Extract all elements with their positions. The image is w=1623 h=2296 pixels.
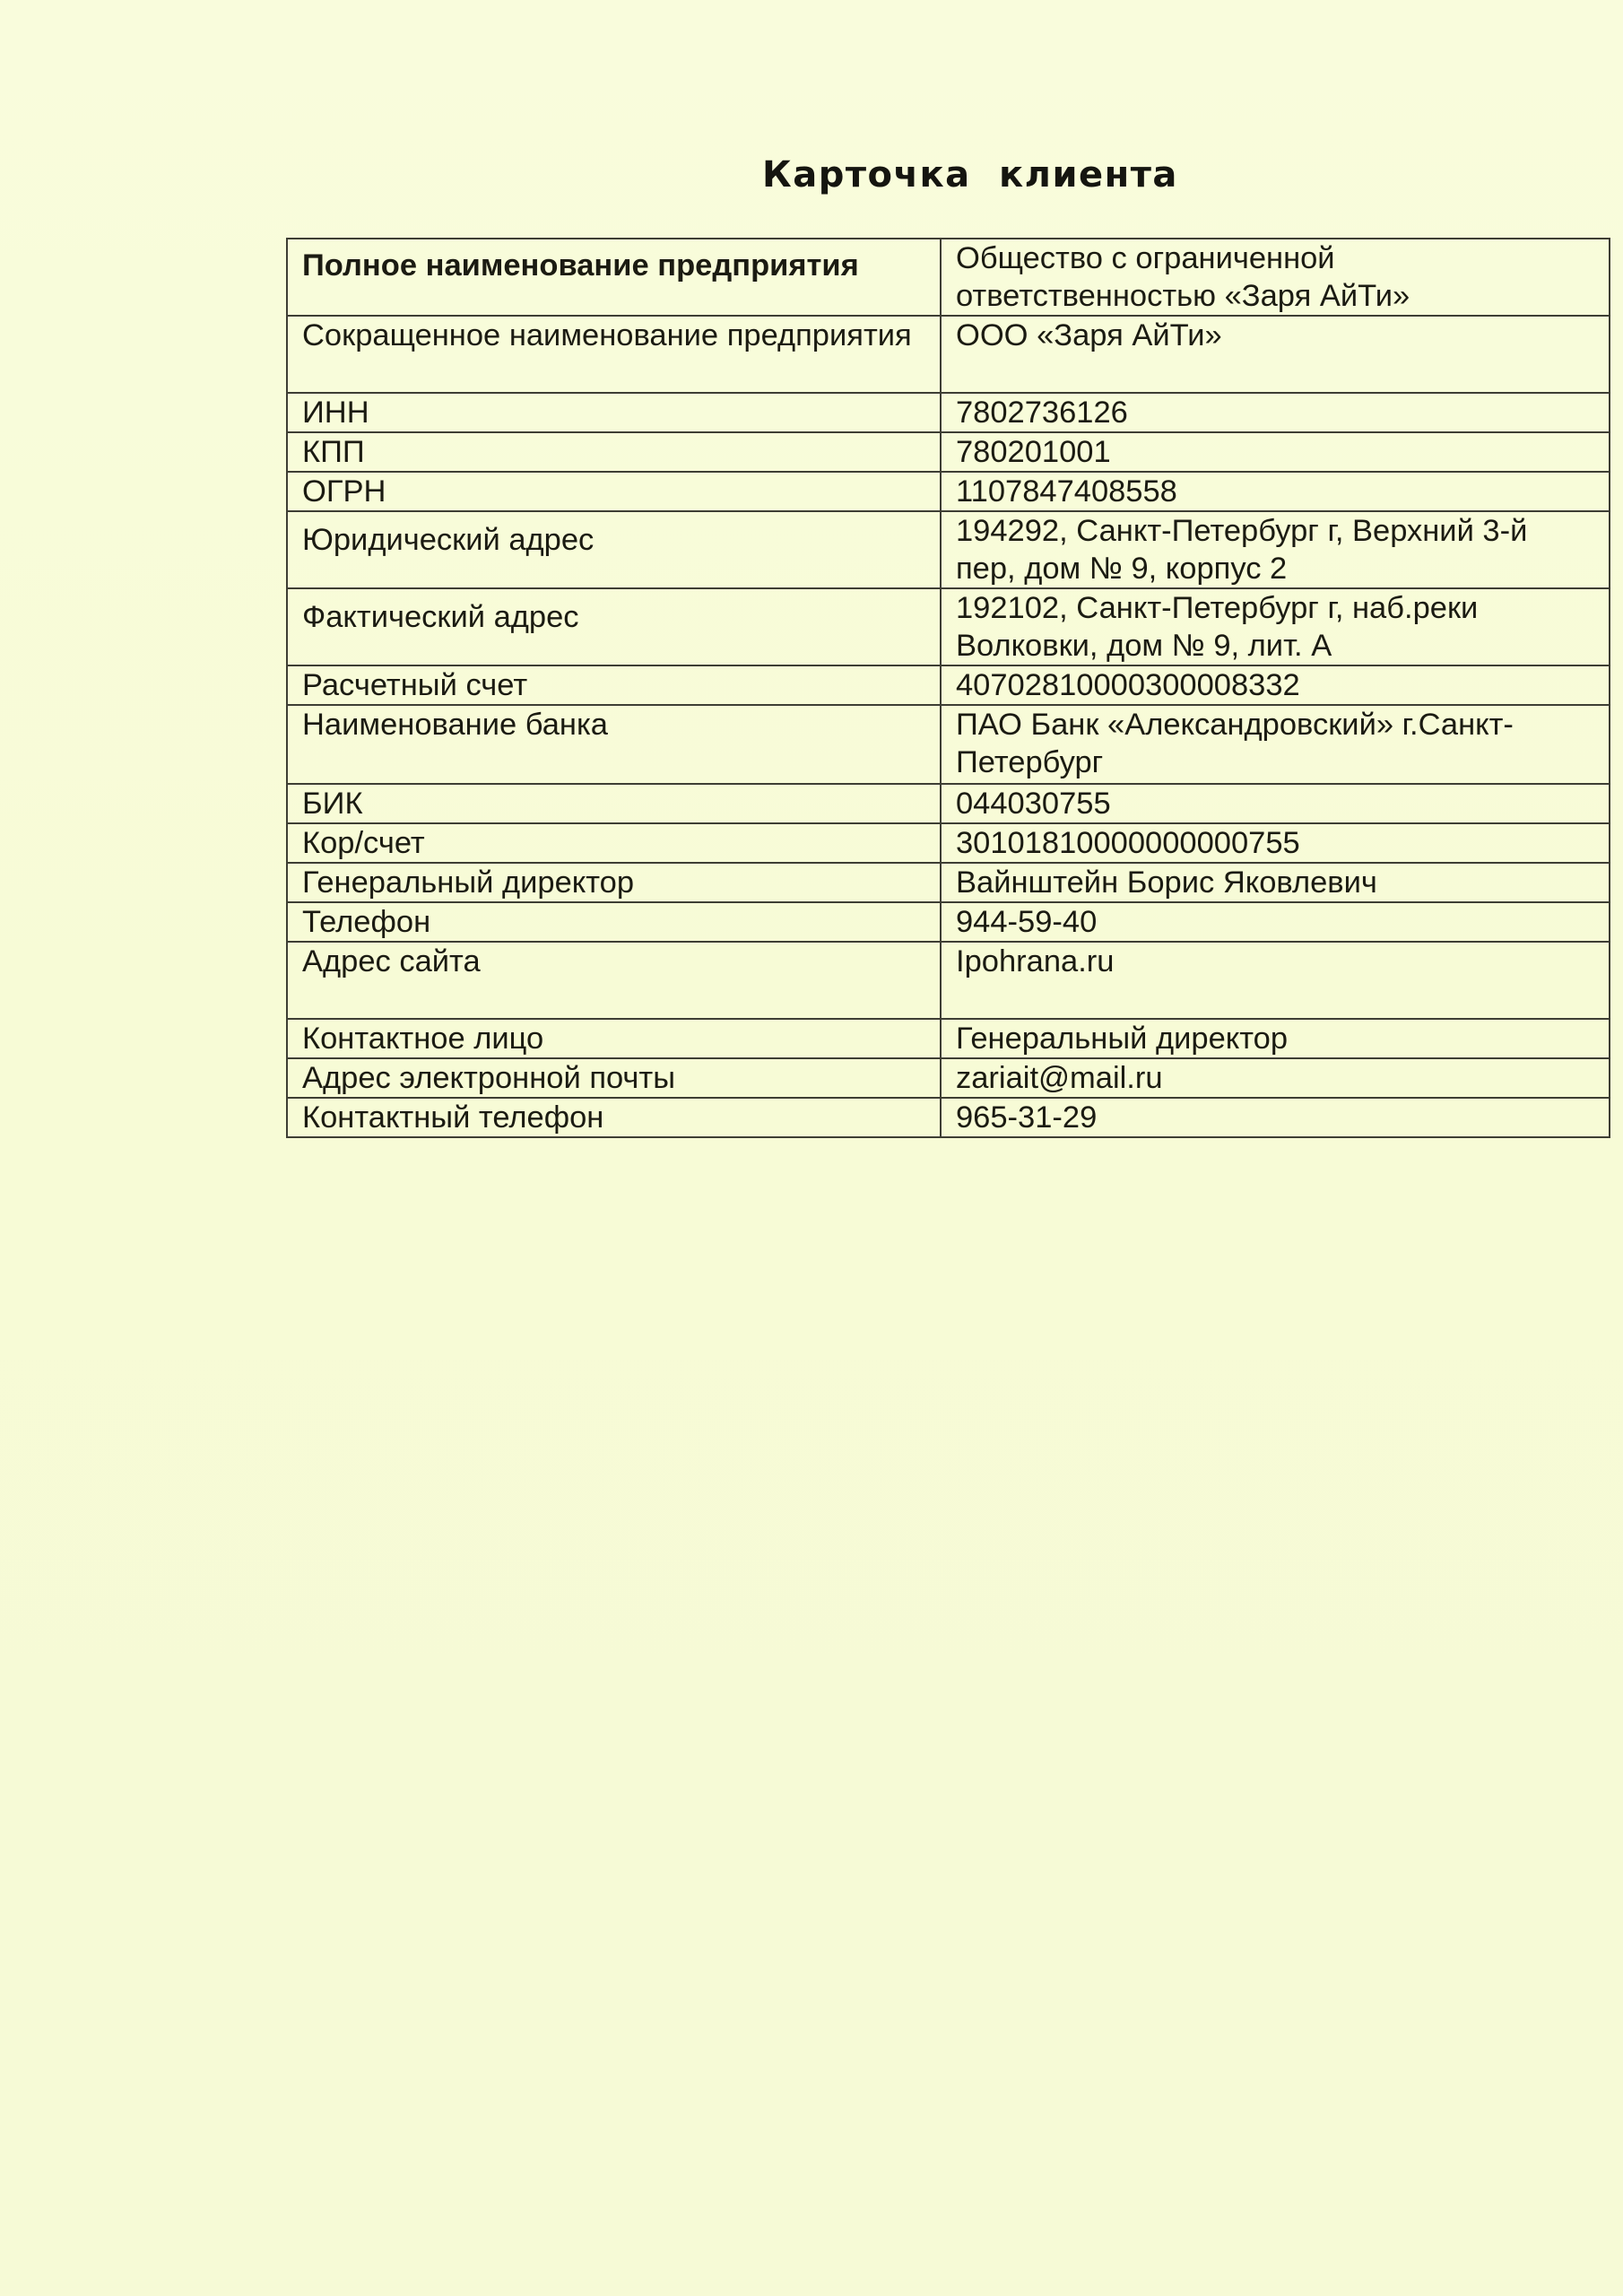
row-value-website: Ipohrana.ru <box>941 942 1610 1019</box>
row-value-kpp: 780201001 <box>941 432 1610 472</box>
table-row <box>287 1058 1610 1098</box>
table-row <box>287 665 1610 705</box>
row-label-correspondent-account: Кор/счет <box>287 823 941 863</box>
row-value-contact-phone: 965-31-29 <box>941 1098 1610 1137</box>
row-label-bank-name: Наименование банка <box>287 705 941 784</box>
row-value-actual-address: 192102, Санкт-Петербург г, наб.реки Волковки, дом № 9, лит. А <box>941 588 1610 665</box>
row-value-contact-person: Генеральный директор <box>941 1019 1610 1058</box>
row-value-settlement-account: 40702810000300008332 <box>941 665 1610 705</box>
client-card-table <box>286 238 1610 1138</box>
row-label-short-name: Сокращенное наименование предприятия <box>287 316 941 393</box>
table-row <box>287 942 1610 1019</box>
table-row <box>287 1098 1610 1137</box>
row-value-bank-name: ПАО Банк «Александровский» г.Санкт-Петербург <box>941 705 1610 784</box>
table-row <box>287 511 1610 588</box>
row-value-short-name: ООО «Заря АйТи» <box>941 316 1610 393</box>
table-row <box>287 902 1610 942</box>
row-label-kpp: КПП <box>287 432 941 472</box>
table-row <box>287 316 1610 393</box>
row-value-legal-address: 194292, Санкт-Петербург г, Верхний 3-й пер, дом № 9, корпус 2 <box>941 511 1610 588</box>
row-value-full-name: Общество с ограниченной ответственностью «Заря АйТи» <box>941 239 1610 316</box>
row-value-bik: 044030755 <box>941 784 1610 823</box>
row-label-legal-address: Юридический адрес <box>287 511 941 588</box>
row-label-ogrn: ОГРН <box>287 472 941 511</box>
row-label-contact-phone: Контактный телефон <box>287 1098 941 1137</box>
table-row <box>287 863 1610 902</box>
table-row <box>287 472 1610 511</box>
row-label-settlement-account: Расчетный счет <box>287 665 941 705</box>
row-value-inn: 7802736126 <box>941 393 1610 432</box>
table-row <box>287 1019 1610 1058</box>
row-value-email: zariait@mail.ru <box>941 1058 1610 1098</box>
row-label-website: Адрес сайта <box>287 942 941 1019</box>
row-label-inn: ИНН <box>287 393 941 432</box>
row-label-bik: БИК <box>287 784 941 823</box>
row-label-actual-address: Фактический адрес <box>287 588 941 665</box>
table-row <box>287 432 1610 472</box>
table-row <box>287 823 1610 863</box>
row-value-correspondent-account: 30101810000000000755 <box>941 823 1610 863</box>
document-title: Карточка клиента <box>762 154 1178 196</box>
row-value-ogrn: 1107847408558 <box>941 472 1610 511</box>
table-row <box>287 588 1610 665</box>
table-row <box>287 239 1610 316</box>
table-row <box>287 784 1610 823</box>
row-label-general-director: Генеральный директор <box>287 863 941 902</box>
row-value-general-director: Вайнштейн Борис Яковлевич <box>941 863 1610 902</box>
row-label-phone: Телефон <box>287 902 941 942</box>
table-row <box>287 705 1610 784</box>
row-label-email: Адрес электронной почты <box>287 1058 941 1098</box>
row-value-phone: 944-59-40 <box>941 902 1610 942</box>
row-label-contact-person: Контактное лицо <box>287 1019 941 1058</box>
table-row <box>287 393 1610 432</box>
row-label-full-name: Полное наименование предприятия <box>287 239 941 316</box>
